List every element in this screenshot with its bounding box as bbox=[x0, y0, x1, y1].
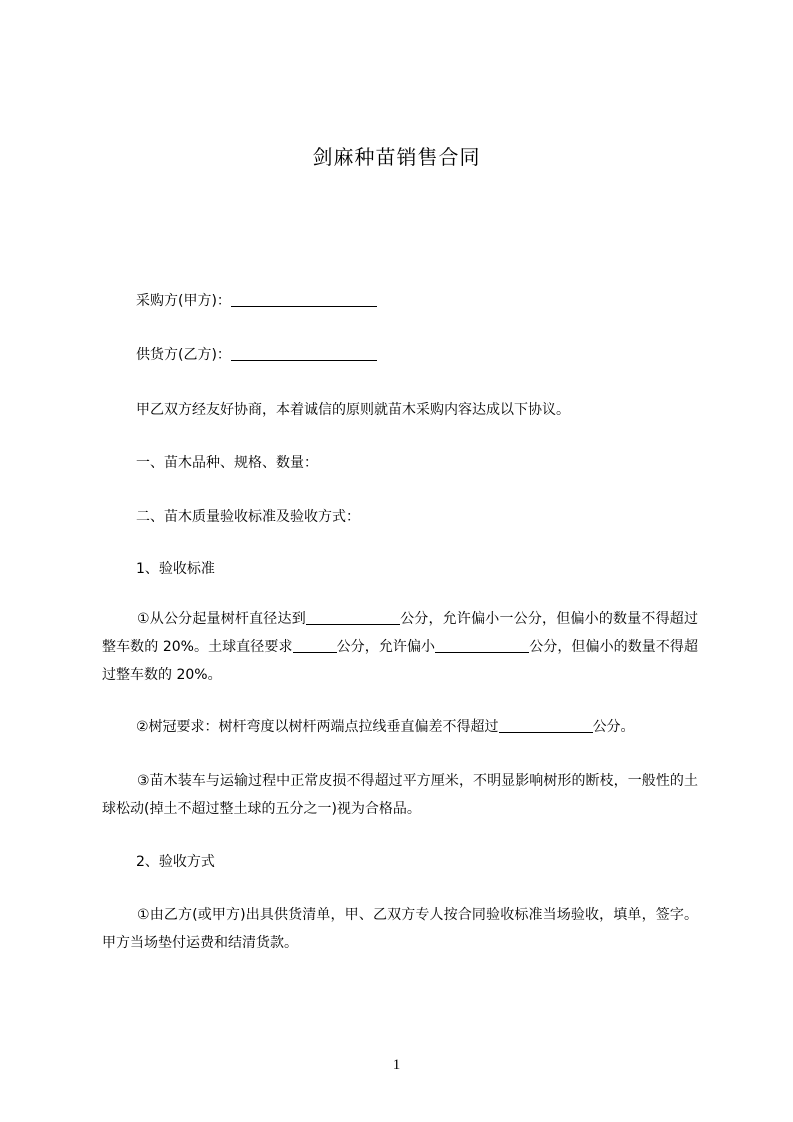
subsection-2-heading: 2、验收方式 bbox=[136, 854, 215, 870]
page-number: 1 bbox=[392, 1057, 401, 1073]
item-1-text-c: 公分，允许偏小 bbox=[336, 639, 436, 655]
section-2-heading: 二、苗木质量验收标准及验收方式： bbox=[136, 509, 360, 525]
item-3-paragraph: ③苗木装车与运输过程中正常皮损不得超过平方厘米，不明显影响树形的断枝，一般性的土球松动(掉土不超过整土球的五分之一)视为合格品。 bbox=[102, 773, 698, 817]
buyer-blank bbox=[231, 292, 377, 307]
item-1-text-b: 公分，允许偏小一公分，但偏小的数量不得超过整车数的 20%。土球直径要求 bbox=[102, 611, 699, 655]
intro-paragraph: 甲乙双方经友好协商，本着诚信的原则就苗木采购内容达成以下协议。 bbox=[136, 402, 570, 418]
item-4-paragraph: ①由乙方(或甲方)出具供货清单，甲、乙双方专人按合同验收标准当场验收，填单，签字。甲方当场垫付运费和结清货款。 bbox=[102, 907, 698, 951]
buyer-label: 采购方(甲方)： bbox=[136, 293, 231, 309]
crown-deviation-blank bbox=[499, 718, 593, 733]
section-1-heading: 一、苗木品种、规格、数量： bbox=[136, 455, 318, 471]
item-2-paragraph bbox=[136, 718, 635, 736]
contract-title: 剑麻种苗销售合同 bbox=[312, 145, 481, 169]
trunk-diameter-blank bbox=[306, 610, 400, 625]
buyer-line bbox=[136, 292, 377, 310]
supplier-label: 供货方(乙方)： bbox=[136, 347, 231, 363]
item-1-text-d: 公分，但偏小的数量不得超过整车数的 20%。 bbox=[102, 639, 699, 683]
supplier-blank bbox=[231, 346, 377, 361]
item-1-paragraph bbox=[102, 605, 698, 689]
supplier-line bbox=[136, 346, 377, 364]
root-ball-blank bbox=[293, 638, 337, 653]
item-1-text-a: ①从公分起量树杆直径达到 bbox=[137, 611, 306, 627]
tolerance-blank bbox=[435, 638, 529, 653]
item-2-text-b: 公分。 bbox=[592, 719, 635, 735]
subsection-1-heading: 1、验收标准 bbox=[136, 561, 215, 577]
item-2-text-a: ②树冠要求：树杆弯度以树杆两端点拉线垂直偏差不得超过 bbox=[136, 719, 499, 735]
